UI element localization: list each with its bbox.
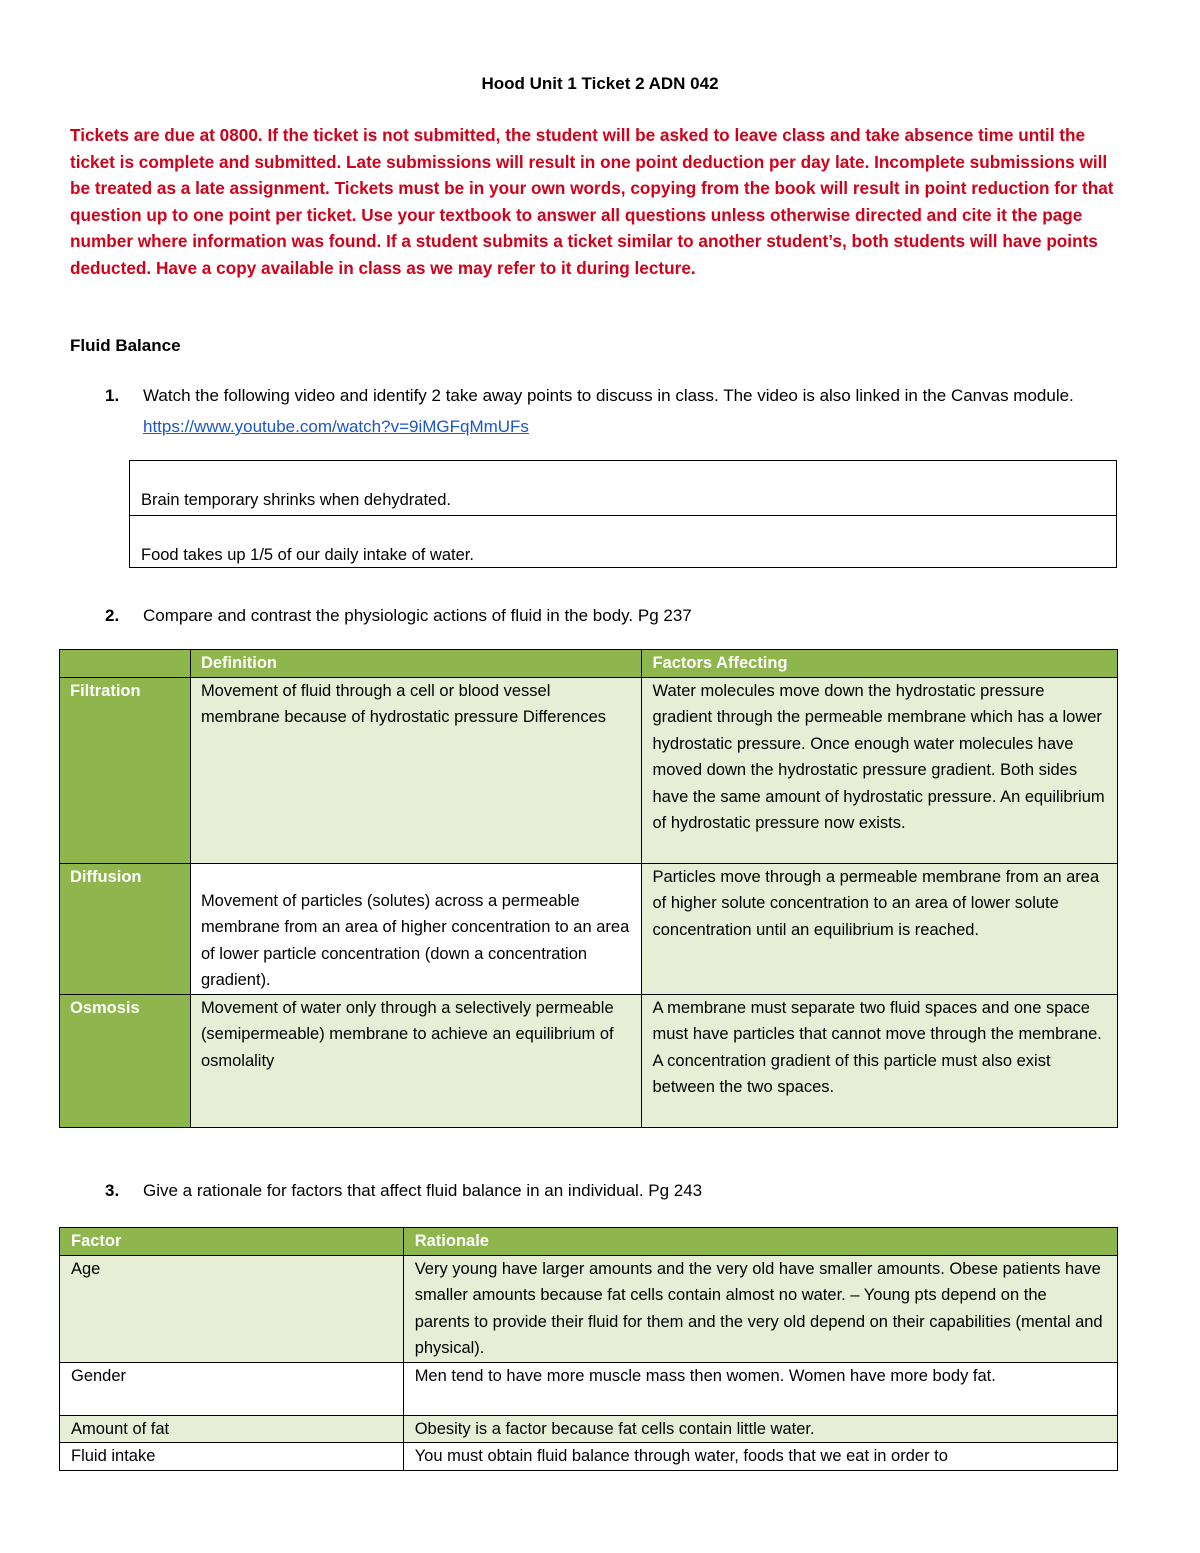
factor-cell: Fluid intake (60, 1443, 404, 1471)
section-heading: Fluid Balance (70, 336, 181, 355)
table-header-cell: Factors Affecting (642, 650, 1118, 678)
definition-cell: Movement of fluid through a cell or blood vessel membrane because of hydrostatic pressure Differences (190, 677, 642, 863)
question-1-number: 1. (105, 386, 120, 405)
fluid-actions-table (59, 649, 1118, 1128)
question-1 (105, 380, 1093, 442)
table-header-row (60, 1228, 1118, 1256)
factors-table (59, 1227, 1118, 1471)
submission-notice: Tickets are due at 0800. If the ticket is not submitted, the student will be asked to leave class and take absence time until the ticket is complete and submitted. Late submissions will result in one point deduction per day late. Incomplete submissions will be treated as a late assignment. Tickets must be in your own words, copying from the book will result in point reduction for that question up to one point per ticket. Use your textbook to answer all questions unless otherwise directed and cite it the page number where information was found. If a student submits a ticket similar to another student’s, both students will have points deducted. Have a copy available in class as we may refer to it during lecture. (70, 125, 1114, 278)
question-1-text: Watch the following video and identify 2 take away points to discuss in class. The video is also linked in the Canvas module. (143, 386, 1074, 405)
question-2 (105, 600, 1093, 631)
answer-text: Brain temporary shrinks when dehydrated. (141, 491, 451, 509)
answer-text: Food takes up 1/5 of our daily intake of water. (141, 546, 474, 564)
answer-row (130, 461, 1116, 516)
question-2-text: Compare and contrast the physiologic actions of fluid in the body. Pg 237 (143, 606, 692, 625)
table-header-cell: Definition (190, 650, 642, 678)
question-3-text: Give a rationale for factors that affect fluid balance in an individual. Pg 243 (143, 1181, 703, 1200)
table-row (60, 677, 1118, 863)
table-row (60, 1362, 1118, 1415)
factors-cell: A membrane must separate two fluid spaces and one space must have particles that cannot move through the membrane. A concentration gradient of this particle must also exist between the two spaces. (642, 994, 1118, 1127)
rationale-cell: Very young have larger amounts and the very old have smaller amounts. Obese patients have smaller amounts because fat cells contain almost no water. – Young pts depend on the parents to provide their fluid for them and the very old depend on their capabilities (mental and physical). (403, 1255, 1117, 1362)
rationale-cell: Men tend to have more muscle mass then women. Women have more body fat. (403, 1362, 1117, 1415)
table-row (60, 1255, 1118, 1362)
factor-cell: Age (60, 1255, 404, 1362)
table-row (60, 1415, 1118, 1443)
table-row (60, 863, 1118, 994)
rationale-cell: You must obtain fluid balance through water, foods that we eat in order to (403, 1443, 1117, 1471)
table-header-row (60, 650, 1118, 678)
factor-cell: Gender (60, 1362, 404, 1415)
answer-box (129, 460, 1117, 568)
table-row (60, 1443, 1118, 1471)
question-3 (105, 1175, 1093, 1206)
table-row (60, 994, 1118, 1127)
factors-cell: Particles move through a permeable membrane from an area of higher solute concentration to an area of lower solute concentration until an equilibrium is reached. (642, 863, 1118, 994)
video-link[interactable]: https://www.youtube.com/watch?v=9iMGFqMmUFs (143, 417, 529, 436)
row-label: Filtration (60, 677, 191, 863)
row-label: Diffusion (60, 863, 191, 994)
table-header-cell: Factor (60, 1228, 404, 1256)
rationale-cell: Obesity is a factor because fat cells contain little water. (403, 1415, 1117, 1443)
table-header-cell (60, 650, 191, 678)
document-title: Hood Unit 1 Ticket 2 ADN 042 (481, 74, 719, 93)
question-2-number: 2. (105, 606, 120, 625)
definition-cell: Movement of particles (solutes) across a permeable membrane from an area of higher concentration to an area of lower particle concentration (down a concentration gradient). (190, 863, 642, 994)
definition-cell: Movement of water only through a selectively permeable (semipermeable) membrane to achieve an equilibrium of osmolality (190, 994, 642, 1127)
answer-row (130, 516, 1116, 567)
factor-cell: Amount of fat (60, 1415, 404, 1443)
question-3-number: 3. (105, 1181, 120, 1200)
factors-cell: Water molecules move down the hydrostatic pressure gradient through the permeable membrane which has a lower hydrostatic pressure. Once enough water molecules have moved down the hydrostatic pressure gradient. Both sides have the same amount of hydrostatic pressure. An equilibrium of hydrostatic pressure now exists. (642, 677, 1118, 863)
row-label: Osmosis (60, 994, 191, 1127)
table-header-cell: Rationale (403, 1228, 1117, 1256)
